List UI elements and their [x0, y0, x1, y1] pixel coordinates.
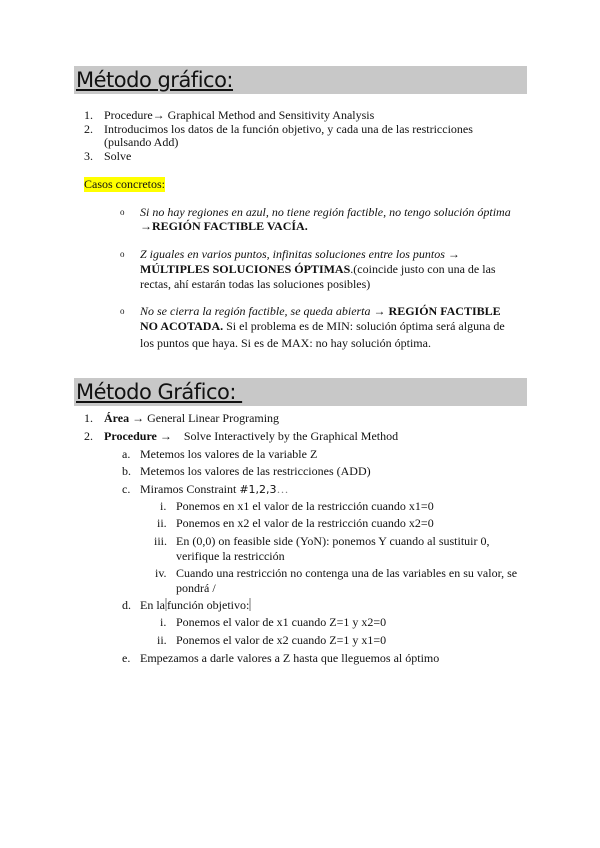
list-number: 3.	[84, 149, 93, 163]
list-number: 1.	[84, 108, 93, 122]
sub-item: Metemos los valores de la variable Z	[140, 447, 318, 461]
arrow-icon: →	[140, 219, 152, 233]
arrow-icon: →	[447, 247, 460, 261]
case-item-cont: los puntos que haya. Si es de MAX: no hay solución óptima.	[140, 336, 431, 350]
sub-item: En la función objetivo:	[140, 598, 250, 612]
list-letter: c.	[122, 482, 131, 496]
sub-sub-item-cont: pondrá /	[176, 581, 216, 595]
case-item-cont: NO ACOTADA. Si el problema es de MIN: solución óptima será alguna de	[140, 319, 505, 333]
sub-sub-item: En (0,0) on feasible side (YoN): ponemos Y cuando al sustituir 0,	[176, 534, 490, 548]
list-roman: iv.	[155, 566, 167, 580]
list-letter: a.	[122, 447, 131, 461]
bullet-icon: o	[120, 207, 125, 217]
text-cursor	[249, 598, 251, 611]
sub-sub-item: Ponemos en x1 el valor de la restricción cuando x1=0	[176, 499, 434, 513]
sub-sub-item-cont: verifique la restricción	[176, 549, 285, 563]
case-item-cont: MÚLTIPLES SOLUCIONES ÓPTIMAS.(coincide justo con una de las	[140, 262, 496, 276]
list-item: Procedure→ Graphical Method and Sensitivity Analysis	[104, 108, 375, 122]
sub-sub-item: Ponemos el valor de x2 cuando Z=1 y x1=0	[176, 633, 387, 647]
list-item-cont: (pulsando Add)	[104, 135, 179, 149]
highlighted-label: Casos concretos:	[84, 177, 165, 191]
list-number: 1.	[84, 411, 93, 425]
bullet-icon: o	[120, 249, 125, 259]
sub-sub-item: Cuando una restricción no contenga una de las variables en su valor, se	[176, 566, 518, 580]
list-item: Solve	[104, 149, 132, 163]
list-item: Área → General Linear Programing	[104, 411, 280, 425]
list-letter: e.	[122, 651, 131, 665]
sub-item: Metemos los valores de las restricciones (ADD)	[140, 464, 371, 478]
sub-sub-item: Ponemos el valor de x1 cuando Z=1 y x2=0	[176, 615, 387, 629]
bullet-icon: o	[120, 306, 125, 316]
section-heading: Método gráfico:	[76, 68, 234, 92]
section-heading-bar	[74, 66, 527, 94]
arrow-icon: →	[159, 429, 172, 443]
list-roman: i.	[160, 499, 167, 513]
case-item: Z iguales en varios puntos, infinitas soluciones entre los puntos →	[140, 247, 460, 261]
list-roman: i.	[160, 615, 167, 629]
case-item-cont: →REGIÓN FACTIBLE VACÍA.	[140, 219, 308, 233]
arrow-icon: →	[132, 411, 145, 425]
section-heading: Método Gráfico:	[76, 380, 243, 404]
list-letter: d.	[122, 598, 131, 612]
list-letter: b.	[122, 464, 131, 478]
sub-sub-item: Ponemos en x2 el valor de la restricción cuando x2=0	[176, 516, 434, 530]
list-number: 2.	[84, 122, 93, 136]
section-heading-bar	[74, 378, 527, 406]
case-item-cont: rectas, ahí estarán todas las soluciones posibles)	[140, 277, 371, 291]
list-item: Introducimos los datos de la función objetivo, y cada una de las restricciones	[104, 122, 473, 136]
list-roman: iii.	[154, 534, 168, 548]
case-item: Si no hay regiones en azul, no tiene región factible, no tengo solución óptima	[140, 205, 511, 219]
arrow-icon: →	[152, 108, 165, 122]
list-roman: ii.	[157, 633, 167, 647]
sub-item: Miramos Constraint #1,2,3…	[140, 482, 289, 496]
arrow-icon: →	[373, 304, 386, 318]
list-number: 2.	[84, 429, 93, 443]
list-item: Procedure → Solve Interactively by the Graphical Method	[104, 429, 399, 443]
case-item: No se cierra la región factible, se queda abierta → REGIÓN FACTIBLE	[140, 304, 501, 318]
sub-item: Empezamos a darle valores a Z hasta que lleguemos al óptimo	[140, 651, 440, 665]
list-roman: ii.	[157, 516, 167, 530]
